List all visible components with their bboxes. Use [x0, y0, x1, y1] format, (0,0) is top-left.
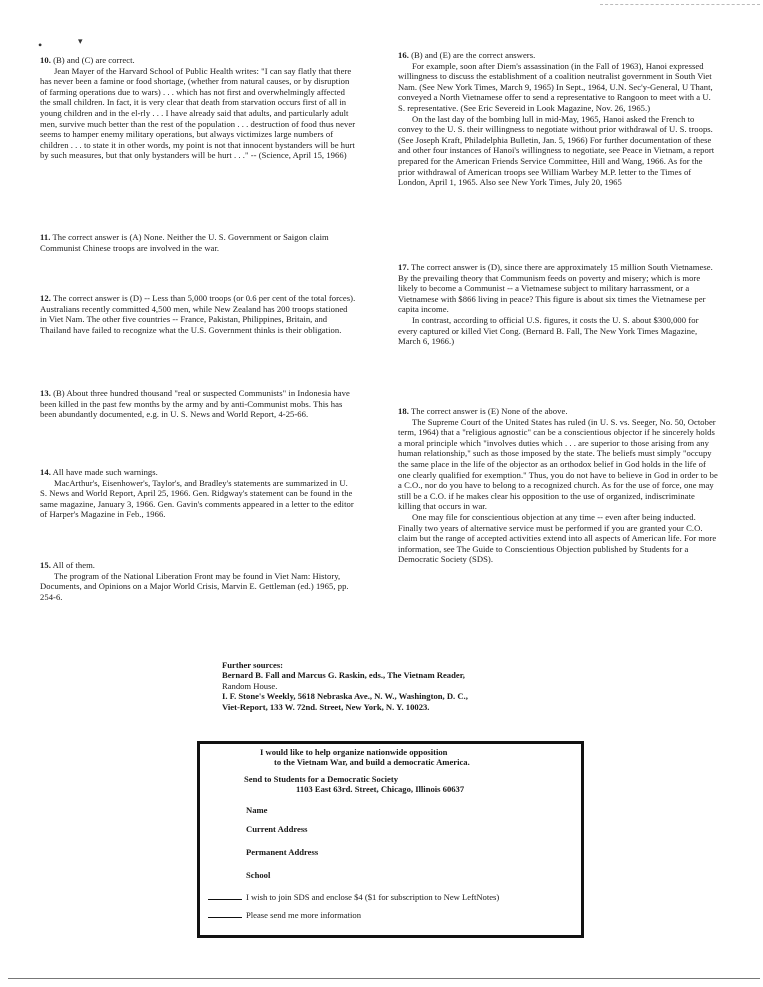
answer-heading: The correct answer is (E) None of the above.	[410, 406, 568, 416]
source-line: Random House.	[222, 680, 278, 691]
answer-11	[40, 232, 356, 253]
source-line: Bernard B. Fall and Marcus G. Raskin, eds., The Vietnam Reader,	[222, 670, 465, 681]
source-line: Viet-Report, 133 W. 72nd. Street, New York, N. Y. 10023.	[222, 701, 430, 712]
item-number: 18.	[398, 406, 409, 416]
answer-heading: (B) and (C) are correct.	[53, 55, 135, 65]
item-number: 11.	[40, 232, 51, 242]
further-sources-heading: Further sources:	[222, 660, 284, 670]
signup-form	[197, 741, 584, 938]
answer-18	[398, 406, 718, 565]
source-line: I. F. Stone's Weekly, 5618 Nebraska Ave., N. W., Washington, D. C.,	[222, 691, 468, 702]
answer-body: MacArthur's, Eisenhower's, Taylor's, and Bradley's statements are summarized in U. S. News and World Report, April 25, 1966. Gen. Ridgway's statement can be found in the same magazine, January 3, 1966. Gen. Gavin's comments appeared in a letter to the editor of Harper's Magazine in Feb., 1966.	[40, 477, 354, 520]
answer-16	[398, 50, 718, 188]
more-info-option[interactable]	[208, 910, 361, 920]
answer-14	[40, 467, 356, 520]
send-to-label: Send to Students for a Democratic Society	[244, 774, 399, 784]
permanent-address-field[interactable]: Permanent Address	[246, 847, 319, 857]
item-number: 15.	[40, 560, 51, 570]
answer-body: On the last day of the bombing lull in mid-May, 1965, Hanoi asked the French to convey to the U. S. their willingness to negotiate without prior withdrawal of U. S. troops. (See Joseph Kraft, Philadelphia Bulletin, Jan. 5, 1966) For further documentation of these and other four instances of Hanoi's willingness to negotiate, see Peace in Vietnam, a report prepared for the American Friends Service Committee, Hill and Wang, 1966. As for the prior withdrawal of American troops see William Warbey M.P. letter to the Times of London, April 1, 1965. Also see New York Times, July 20, 1965	[398, 113, 715, 188]
answer-heading: All have made such warnings.	[52, 467, 158, 477]
answer-10	[40, 55, 356, 161]
answer-body: For example, soon after Diem's assassination (in the Fall of 1963), Hanoi expressed willingness to discuss the establishment of a coalition neutralist government in South Viet Nam. (See New York Times, March 9, 1965) In Sept., 1964, U.N. Sec'y-General, U Thant, conveyed a North Vietnamese offer to send a representative to Rangoon to meet with a U. S. representative. (See Eric Severeid in Look Magazine, Nov. 26, 1965.)	[398, 60, 713, 113]
speck-mark: •	[38, 38, 43, 52]
item-number: 13.	[40, 388, 51, 398]
answer-12	[40, 293, 356, 335]
answer-17	[398, 262, 718, 347]
current-address-field[interactable]: Current Address	[246, 824, 308, 834]
answer-heading: All of them.	[52, 560, 96, 570]
answer-body: One may file for conscientious objection at any time -- even after being inducted. Finally two years of alternative service must be performed if you are granted your C.O. claim but the range of accepted activities extend into all aspects of American life. For more information, see The Guide to Conscientious Objection published by Students for a Democratic Society (SDS).	[398, 511, 717, 565]
answer-text: The correct answer is (D), since there are approximately 15 million South Vietnamese. By the prevailing theory that Communism feeds on poverty and misery; which is more likely to become a Communist -- a Vietnamese subject to military harrassment, or a Vietnamese with $866 living in peace? This figure is about six times the Vietnamese per capita income.	[398, 262, 713, 315]
answer-15	[40, 560, 356, 602]
checkbox-blank[interactable]	[208, 917, 242, 918]
answer-heading: (B) and (E) are the correct answers.	[411, 50, 536, 60]
form-intro: I would like to help organize nationwide opposition	[260, 747, 448, 757]
item-number: 12.	[40, 293, 51, 303]
further-sources	[222, 660, 582, 712]
answer-text: The correct answer is (A) None. Neither the U. S. Government or Saigon claim Communist Chinese troops are involved in the war.	[40, 232, 329, 253]
answer-body: Jean Mayer of the Harvard School of Public Health writes: "I can say flatly that there has never been a famine or food shortage, (whether from natural causes, or by disruption of farming operations due to wars) . . . which has not first and overwhelmingly affected the small children. In fact, it is very clear that death from starvation occurs first of all in young children and in the el-rly . . . I have already said that adults, and particularly adult men, survive much better than the rest of the population . . . destruction of food thus never seems to hamper enemy military operations, but always victimizes large numbers of children . . . to state it in other words, my point is not that innocent bystanders will be hurt by such measures, but that only bystanders will be hurt . . ." -- (Science, April 15, 1966)	[40, 65, 356, 161]
school-field[interactable]: School	[246, 870, 271, 880]
speck-mark: ▾	[78, 36, 83, 46]
item-number: 10.	[40, 55, 51, 65]
answer-13	[40, 388, 356, 420]
item-number: 17.	[398, 262, 409, 272]
answer-text: The correct answer is (D) -- Less than 5,000 troops (or 0.6 per cent of the total forces). Australians recently committed 4,500 men, while New Zealand has 200 troops stationed in Viet Nam. The other five countries -- France, Pakistan, Philippines, Britain, and Thailand have failed to recognize what the U.S. Government thinks is their obligation.	[40, 293, 356, 335]
join-sds-option[interactable]	[208, 892, 499, 902]
join-sds-label: I wish to join SDS and enclose $4 ($1 for subscription to New LeftNotes)	[246, 892, 500, 902]
name-field[interactable]: Name	[246, 805, 268, 815]
answer-body: The program of the National Liberation Front may be found in Viet Nam: History, Documents, and Opinions on a Major World Crisis, Marvin E. Gettleman (ed.) 1965, pp. 254-6.	[40, 570, 349, 602]
answer-text: (B) About three hundred thousand "real or suspected Communists" in Indonesia have been killed in the past few months by the army and by anti-Communist mobs. This has been abundantly documented, e.g. in U. S. News and World Report, 4-25-66.	[40, 388, 350, 420]
form-intro: to the Vietnam War, and build a democratic America.	[274, 757, 470, 767]
mailing-address: 1103 East 63rd. Street, Chicago, Illinois 60637	[296, 784, 465, 794]
answer-body: In contrast, according to official U.S. figures, it costs the U. S. about $300,000 for every captured or killed Viet Cong. (Bernard B. Fall, The New York Times Magazine, March 6, 1966.)	[398, 314, 699, 347]
item-number: 16.	[398, 50, 409, 60]
answer-body: The Supreme Court of the United States has ruled (in U. S. vs. Seeger, No. 50, October term, 1964) that a "religious agnostic" can be a conscientious objector if he sincerely holds a moral principle which "involves duties which . . . are superior to those arising from any human relationship," such as those imposed by the state. The beliefs must simply "occupy the same place in the life of the objector as an orthodox belief in God holds in the life of one clearly qualified for exemption." Thus, you do not have to believe in God in order to be a C.O., nor do you have to belong to a recognized church. As for the use of force, one may still be a C.O. if he makes clear his opposition to the use of organized, indiscriminate killing that occurs in war.	[398, 416, 718, 512]
checkbox-blank[interactable]	[208, 899, 242, 900]
bottom-edge-line	[8, 978, 760, 979]
item-number: 14.	[40, 467, 51, 477]
more-info-label: Please send me more information	[246, 910, 362, 920]
top-edge-mark	[600, 4, 760, 5]
